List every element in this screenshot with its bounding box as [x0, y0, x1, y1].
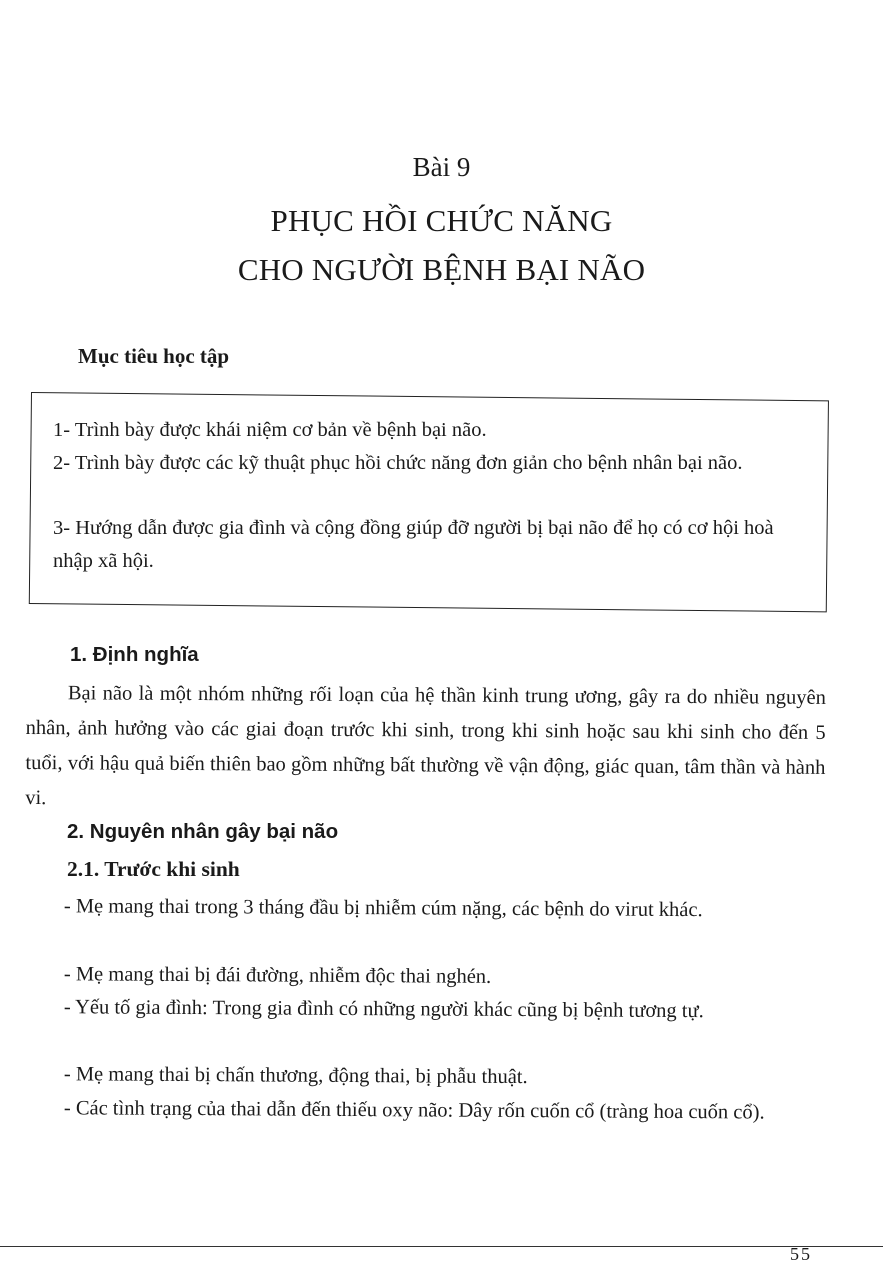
page-title-line-1: PHỤC HỒI CHỨC NĂNG: [270, 203, 613, 238]
cause-item: - Mẹ mang thai bị đái đường, nhiễm độc thai nghén.: [63, 963, 492, 988]
objective-text: Trình bày được khái niệm cơ bản về bệnh bại não.: [70, 419, 487, 441]
cause-item: - Yếu tố gia đình: Trong gia đình có những người khác cũng bị bệnh tương tự.: [63, 996, 704, 1023]
section-heading-definition: 1. Định nghĩa: [70, 643, 199, 666]
definition-paragraph: Bại não là một nhóm những rối loạn của hệ thần kinh trung ương, gây ra do nhiều nguyên nhân, ảnh hưởng vào các giai đoạn trước khi sinh, trong khi sinh hoặc sau khi sinh cho đến 5 tuổi, với hậu quả biến thiên bao gồm những bất thường về vận động, giác quan, tâm thần và hành vi.: [25, 682, 826, 810]
page-number: 55: [790, 1244, 812, 1264]
objective-text: Hướng dẫn được gia đình và cộng đồng giúp đỡ người bị bại não để họ có cơ hội hoà nhập xã hội.: [53, 517, 774, 572]
cause-item: - Mẹ mang thai trong 3 tháng đầu bị nhiễm cúm nặng, các bệnh do virut khác.: [63, 895, 703, 922]
lesson-label: Bài 9: [412, 152, 471, 182]
section-heading-causes: 2. Nguyên nhân gây bại não: [67, 820, 339, 843]
objective-item: [53, 414, 813, 447]
subsection-heading-before-birth: 2.1. Trước khi sinh: [67, 857, 240, 881]
objective-item: [53, 447, 813, 480]
cause-item: - Mẹ mang thai bị chấn thương, động thai, bị phẫu thuật.: [63, 1063, 528, 1089]
objective-number: 3-: [53, 517, 71, 539]
objective-number: 2-: [53, 452, 71, 474]
page-title-line-2: CHO NGƯỜI BỆNH BẠI NÃO: [237, 252, 646, 287]
cause-item: - Các tình trạng của thai dẫn đến thiếu oxy não: Dây rốn cuốn cổ (tràng hoa cuốn cổ).: [63, 1097, 765, 1124]
footer-rule: [0, 1246, 883, 1247]
objective-text: Trình bày được các kỹ thuật phục hồi chức năng đơn giản cho bệnh nhân bại não.: [70, 452, 743, 474]
objective-number: 1-: [53, 419, 71, 441]
objective-item: [53, 512, 813, 578]
objectives-heading: Mục tiêu học tập: [78, 344, 230, 368]
